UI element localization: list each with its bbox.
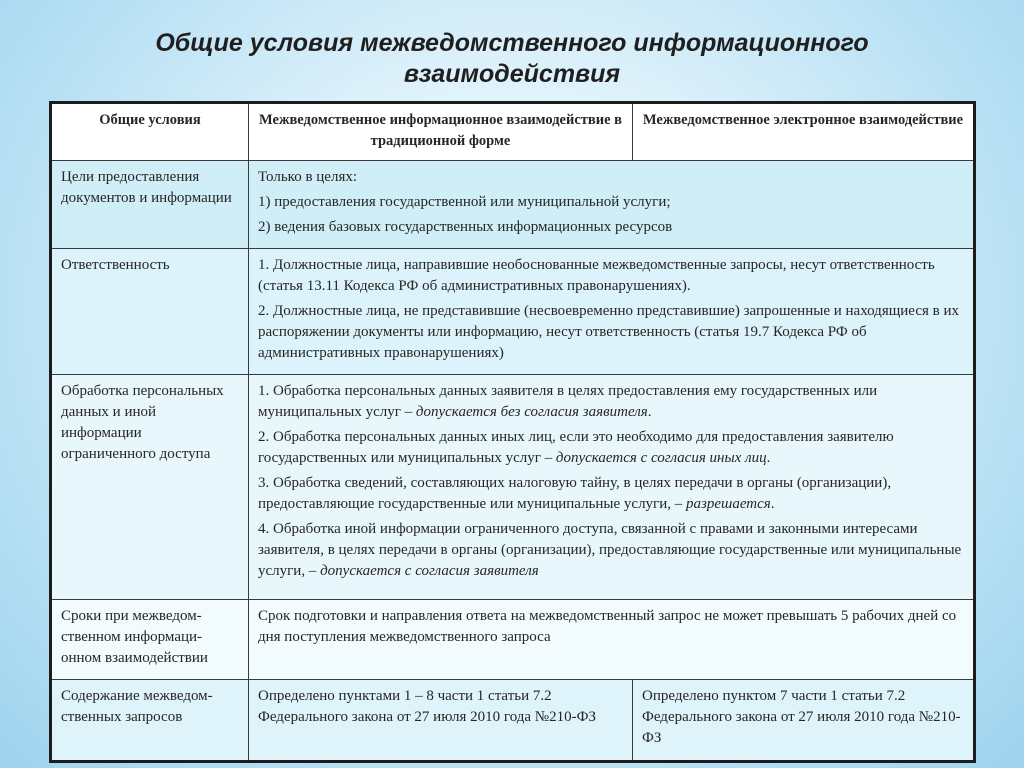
content-traditional: Определено пунктами 1 – 8 части 1 статьи 7.2 Федерального закона от 27 июля 2010 года №210-ФЗ (249, 680, 633, 762)
responsibility-item-2: 2. Должностные лица, не представившие (несвоевременно представившие) запрошенные и находящиеся в их распоряжении документы или информацию, несут ответственность (статья 19.7 Кодекса РФ об административных правонарушениях) (258, 303, 959, 361)
processing-item-1-end: . (647, 404, 652, 420)
processing-item-3 (258, 473, 964, 515)
row-label-terms: Сроки при межведом-ственном информаци-онном взаимодействии (51, 600, 249, 680)
conditions-table (49, 101, 976, 763)
header-electronic-interaction: Межведомственное электронное взаимодействие (633, 103, 975, 161)
processing-item-2-italic: допускается с согласия иных лиц (555, 450, 767, 466)
processing-item-1-text: 1. Обработка персональных данных заявителя в целях предоставления ему государственных или муниципальных услуг – (258, 383, 878, 420)
responsibility-content (249, 249, 975, 375)
row-label-responsibility: Ответственность (51, 249, 249, 375)
slide-title (0, 28, 1024, 90)
goals-item-1: 1) предоставления государственной или муниципальной услуги; (258, 194, 671, 210)
processing-item-2-end: . (766, 450, 771, 466)
processing-item-1-italic: допускается без согласия заявителя (415, 404, 648, 420)
content-electronic: Определено пунктом 7 части 1 статьи 7.2 Федерального закона от 27 июля 2010 года №210-ФЗ (633, 680, 975, 762)
processing-content (249, 375, 975, 600)
table-header-row (51, 103, 975, 161)
slide-title-line2: взаимодействия (403, 60, 621, 88)
header-traditional-form: Межведомственное информационное взаимодействие в традиционной форме (249, 103, 633, 161)
processing-item-3-end: . (770, 496, 775, 512)
processing-item-2-text: 2. Обработка персональных данных иных лиц, если это необходимо для предоставления заявителю государственных или муниципальных услуг – (258, 429, 894, 466)
goals-content (249, 161, 975, 249)
processing-item-4-text: 4. Обработка иной информации ограниченного доступа, связанной с правами и законными интересами заявителя, в целях передачи в органы (организации), предоставляющие государственные или муниципальные услуги, – (258, 521, 962, 579)
processing-item-2 (258, 427, 964, 469)
slide-title-line1: Общие условия межведомственного информационного (155, 29, 869, 57)
row-label-content: Содержание межведом-ственных запросов (51, 680, 249, 762)
table-row-responsibility (51, 249, 975, 375)
goals-intro: Только в целях: (258, 169, 358, 185)
table-row-processing (51, 375, 975, 600)
processing-item-4 (258, 519, 964, 582)
table-row-content (51, 680, 975, 762)
processing-item-3-text: 3. Обработка сведений, составляющих налоговую тайну, в целях передачи в органы (организации), предоставляющие государственные или муниципальные услуги, – (258, 475, 892, 512)
table-row-goals (51, 161, 975, 249)
goals-item-2: 2) ведения базовых государственных информационных ресурсов (258, 219, 673, 235)
row-label-goals: Цели предоставления документов и информации (51, 161, 249, 249)
responsibility-item-1: 1. Должностные лица, направившие необоснованные межведомственные запросы, несут ответственность (статья 13.11 Кодекса РФ об административных правонарушениях). (258, 257, 935, 294)
processing-item-3-italic: разрешается (686, 496, 771, 512)
row-label-processing: Обработка персональных данных и иной информации ограниченного доступа (51, 375, 249, 600)
table-row-terms (51, 600, 975, 680)
processing-item-1 (258, 381, 964, 423)
header-general-conditions: Общие условия (51, 103, 249, 161)
processing-item-4-italic: допускается с согласия заявителя (320, 563, 539, 579)
terms-content: Срок подготовки и направления ответа на межведомственный запрос не может превышать 5 рабочих дней со дня поступления межведомственного запроса (249, 600, 975, 680)
